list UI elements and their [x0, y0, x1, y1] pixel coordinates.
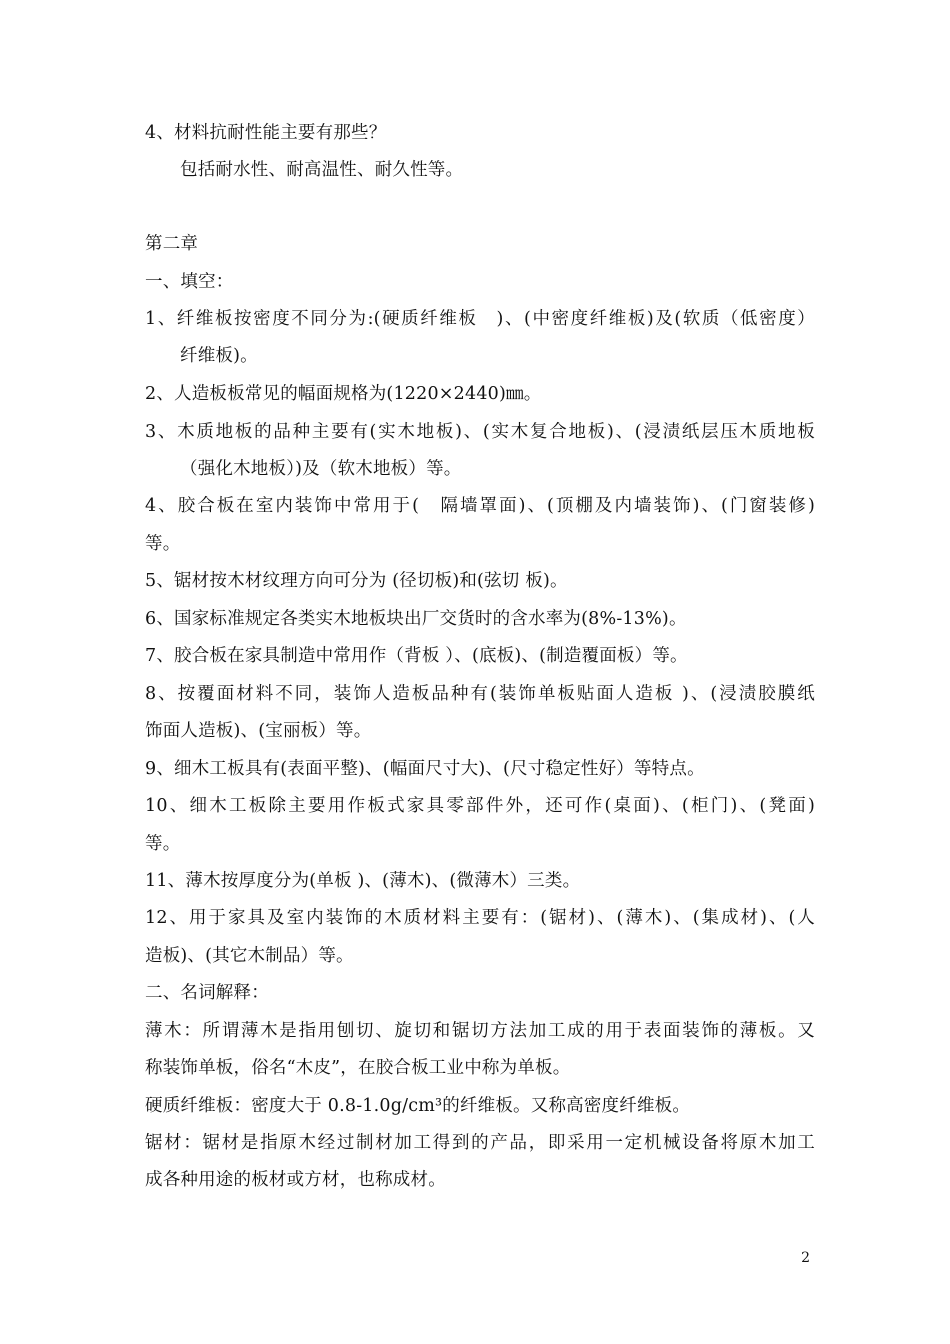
fill-item-12-line-2: 造板)、(其它木制品）等。	[145, 946, 354, 966]
fill-item-11: 11、薄木按厚度分为(单板 )、(薄木)、(微薄木）三类。	[145, 871, 581, 891]
fill-item-8-line-2: 饰面人造板)、(宝丽板）等。	[145, 721, 372, 741]
fill-item-3-line-1: 3、木质地板的品种主要有(实木地板)、(实木复合地板)、(浸渍纸层压木质地板	[145, 422, 815, 442]
section-fill-in-heading: 一、填空：	[145, 272, 234, 292]
fill-item-10-line-2: 等。	[145, 834, 181, 854]
fill-item-9: 9、细木工板具有(表面平整)、(幅面尺寸大)、(尺寸稳定性好）等特点。	[145, 759, 705, 779]
fill-item-2: 2、人造板板常见的幅面规格为(1220×2440)㎜。	[145, 384, 542, 404]
fill-item-4-line-1: 4、胶合板在室内装饰中常用于( 隔墙罩面)、(顶棚及内墙装饰)、(门窗装修)	[145, 496, 815, 516]
fill-item-4-line-2: 等。	[145, 534, 181, 554]
term-sawn-timber-line-2: 成各种用途的板材或方材，也称成材。	[145, 1170, 446, 1190]
fill-item-1-line-1: 1、纤维板按密度不同分为:(硬质纤维板 )、(中密度纤维板)及(软质（低密度）	[145, 309, 815, 329]
term-veneer-line-2: 称装饰单板，俗名“木皮”，在胶合板工业中称为单板。	[145, 1058, 571, 1078]
fill-item-6: 6、国家标准规定各类实木地板块出厂交货时的含水率为(8%-13%)。	[145, 609, 687, 629]
term-hardboard: 硬质纤维板：密度大于 0.8-1.0g/cm³的纤维板。又称高密度纤维板。	[145, 1096, 691, 1116]
question-4-heading: 4、材料抗耐性能主要有那些？	[145, 123, 387, 143]
question-4-answer: 包括耐水性、耐高温性、耐久性等。	[180, 160, 464, 180]
page-number: 2	[801, 1250, 810, 1266]
chapter-title: 第二章	[145, 234, 199, 254]
section-terms-heading: 二、名词解释：	[145, 983, 269, 1003]
fill-item-1-line-2: 纤维板)。	[180, 346, 258, 366]
fill-item-10-line-1: 10、细木工板除主要用作板式家具零部件外，还可作(桌面)、(柜门)、(凳面)	[145, 796, 815, 816]
term-veneer-line-1: 薄木：所谓薄木是指用刨切、旋切和锯切方法加工成的用于表面装饰的薄板。又	[145, 1021, 815, 1041]
fill-item-12-line-1: 12、用于家具及室内装饰的木质材料主要有：(锯材)、(薄木)、(集成材)、(人	[145, 908, 815, 928]
term-sawn-timber-line-1: 锯材：锯材是指原木经过制材加工得到的产品，即采用一定机械设备将原木加工	[145, 1133, 815, 1153]
fill-item-8-line-1: 8、按覆面材料不同，装饰人造板品种有(装饰单板贴面人造板 )、(浸渍胶膜纸	[145, 684, 815, 704]
fill-item-5: 5、锯材按木材纹理方向可分为 (径切板)和(弦切 板)。	[145, 571, 568, 591]
fill-item-7: 7、胶合板在家具制造中常用作（背板 ）、(底板)、(制造覆面板）等。	[145, 646, 688, 666]
fill-item-3-line-2: （强化木地板）)及（软木地板）等。	[180, 459, 462, 479]
